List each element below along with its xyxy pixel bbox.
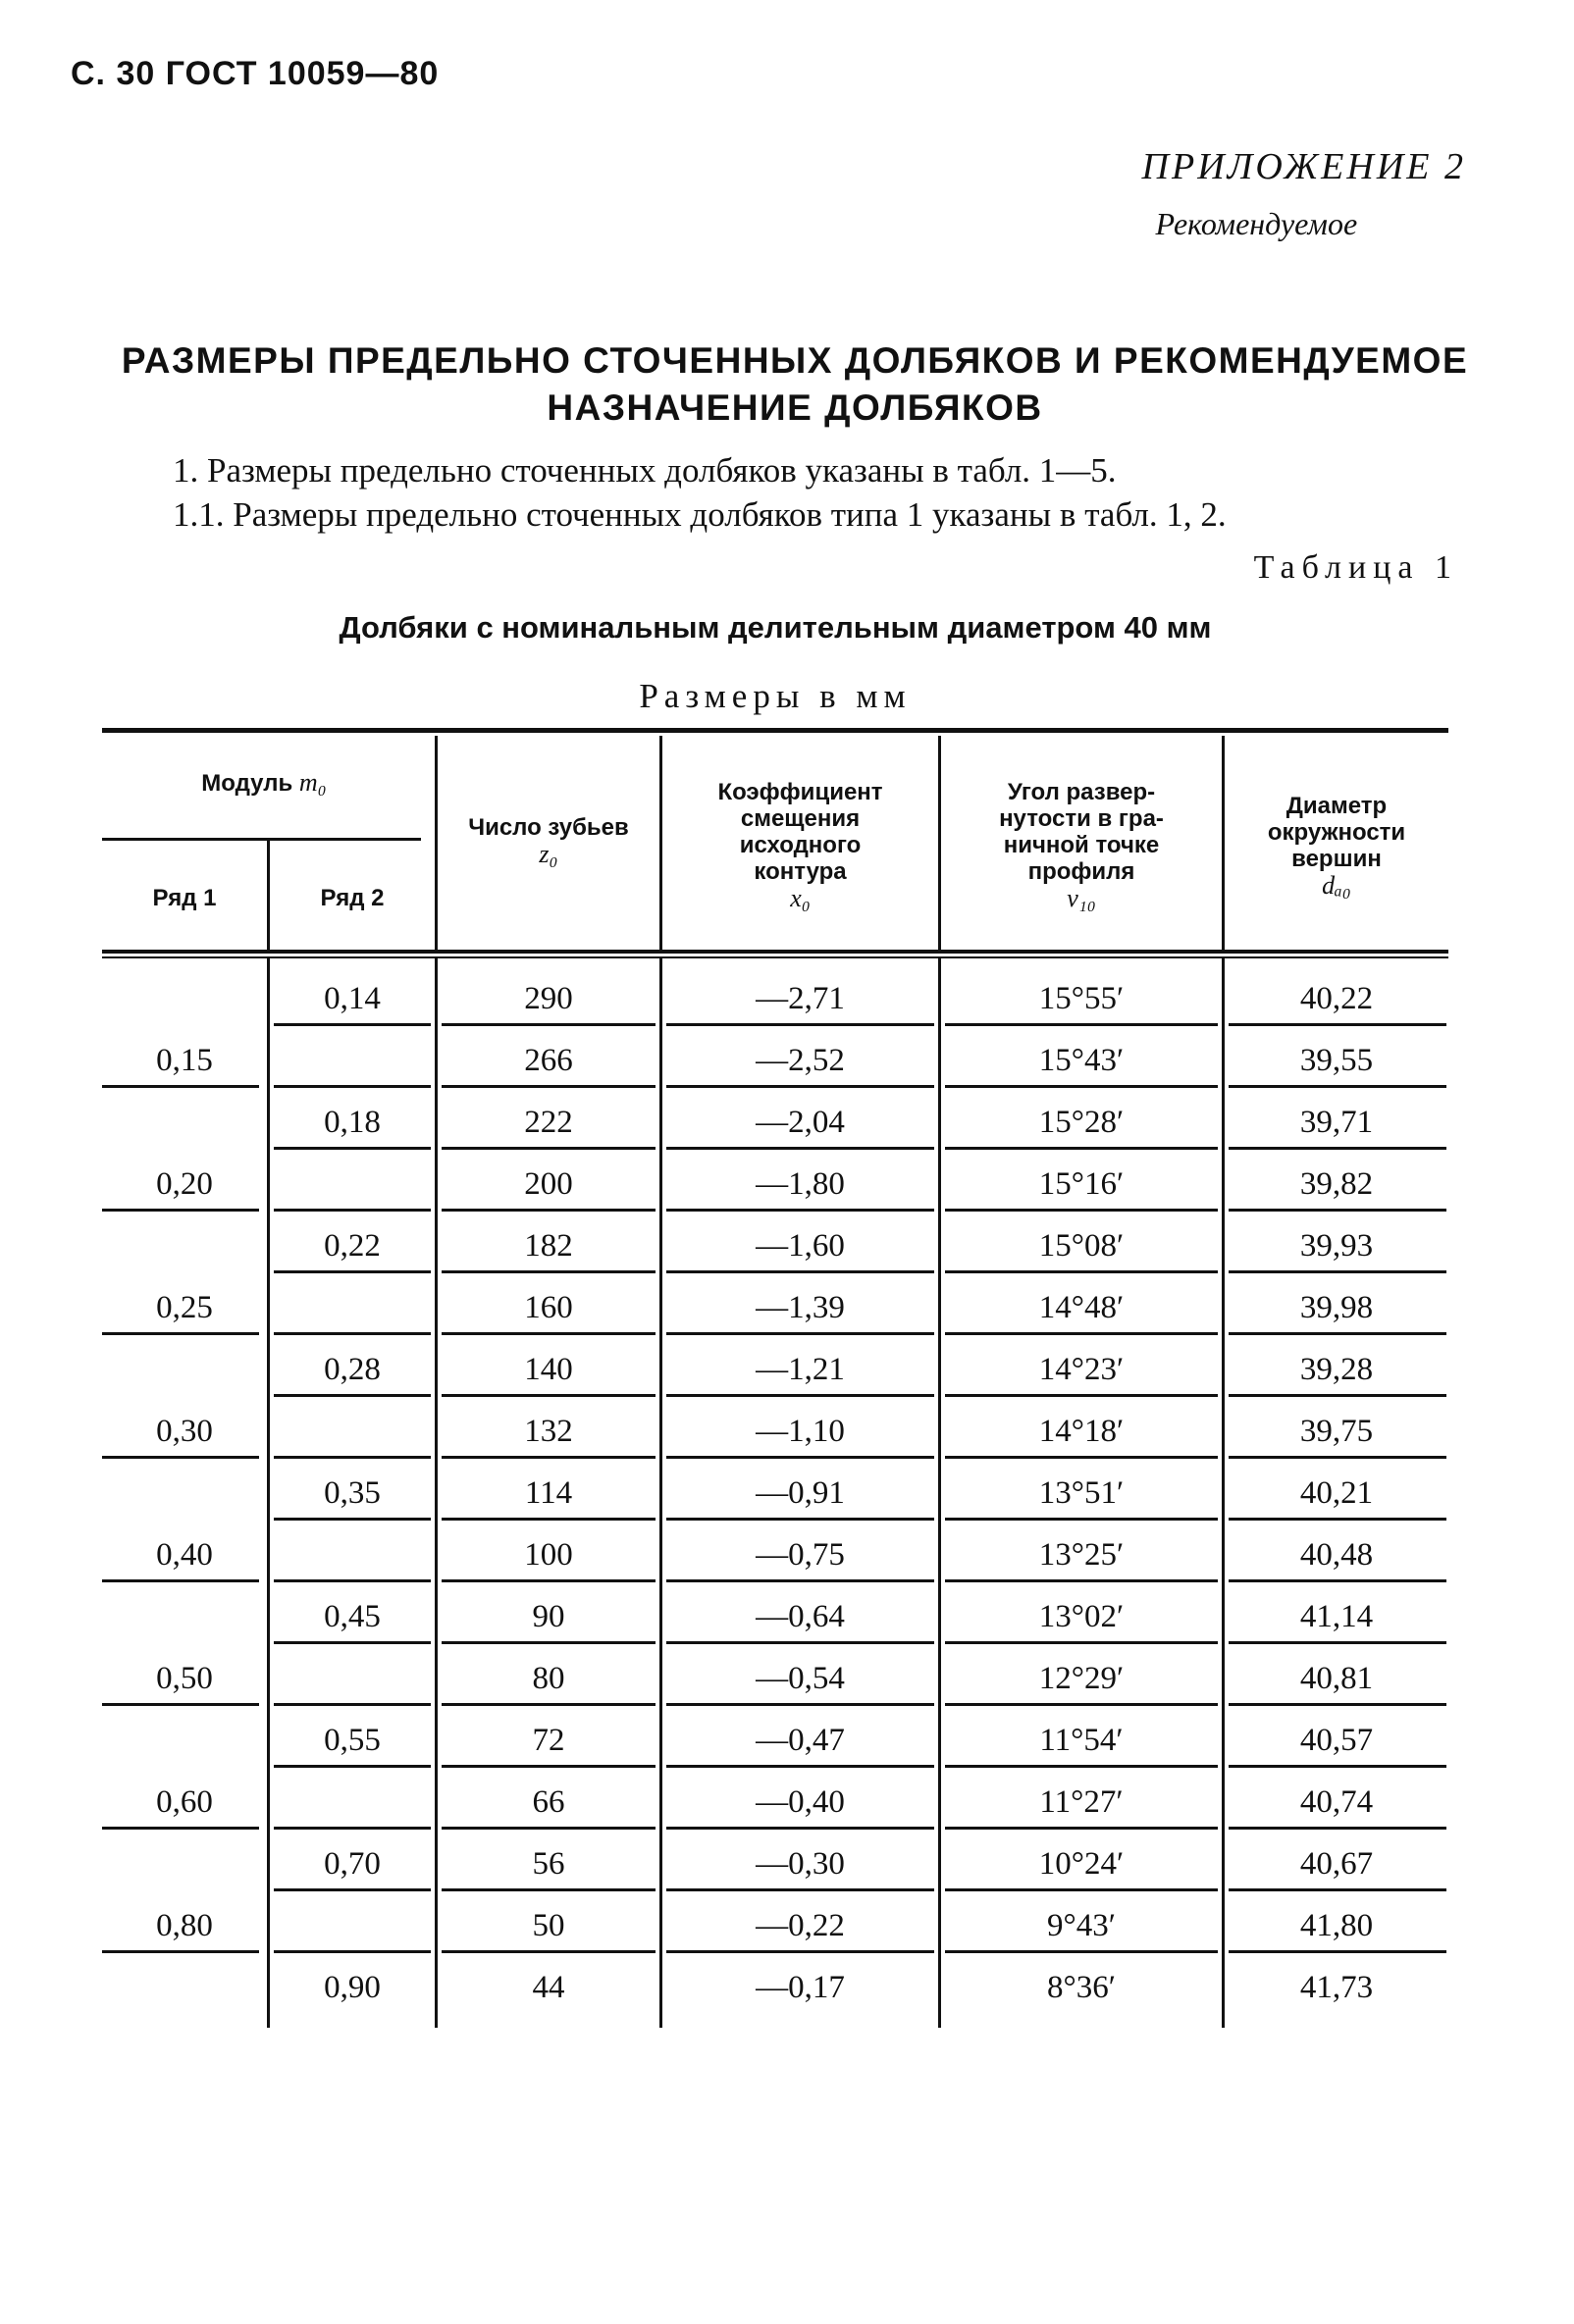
row-separator bbox=[102, 1579, 259, 1582]
header-angle bbox=[941, 779, 1222, 911]
cell-teeth: 132 bbox=[524, 1414, 573, 1449]
cell-row2: 0,22 bbox=[324, 1228, 381, 1264]
cell-coefficient: —0,91 bbox=[756, 1475, 845, 1511]
row-separator bbox=[945, 1456, 1218, 1459]
row-separator bbox=[945, 1950, 1218, 1953]
cell-coefficient: —0,40 bbox=[756, 1784, 845, 1820]
header-module-symbol: m₀ bbox=[298, 768, 327, 797]
row-separator bbox=[945, 1147, 1218, 1150]
cell-teeth: 90 bbox=[532, 1599, 565, 1634]
cell-diameter: 41,73 bbox=[1299, 1970, 1374, 2005]
row-separator bbox=[945, 1827, 1218, 1830]
row-separator bbox=[102, 1950, 259, 1953]
row-separator bbox=[274, 1023, 431, 1026]
row-separator bbox=[274, 1147, 431, 1150]
cell-teeth: 114 bbox=[524, 1475, 573, 1511]
row-separator bbox=[1229, 1641, 1446, 1644]
page-header: С. 30 ГОСТ 10059—80 bbox=[71, 55, 440, 92]
header-bottom-rule bbox=[102, 950, 1448, 954]
cell-teeth: 50 bbox=[532, 1908, 565, 1943]
cell-angle: 15°16′ bbox=[1038, 1166, 1125, 1202]
cell-angle: 15°43′ bbox=[1038, 1043, 1125, 1078]
cell-diameter: 39,71 bbox=[1299, 1105, 1374, 1140]
cell-row1 bbox=[102, 1844, 267, 1884]
cell-row2 bbox=[270, 1412, 435, 1451]
cell-angle: 15°08′ bbox=[1038, 1228, 1125, 1264]
row-separator bbox=[666, 1703, 934, 1706]
cell-row1 bbox=[102, 1226, 267, 1265]
row-separator bbox=[442, 1456, 656, 1459]
paragraph-1: 1. Размеры предельно сточенных долбяков указаны в табл. 1—5. bbox=[173, 451, 1117, 490]
row-separator bbox=[274, 1579, 431, 1582]
cell-row2 bbox=[270, 1288, 435, 1327]
cell-teeth: 290 bbox=[524, 981, 573, 1016]
row-separator bbox=[1229, 1456, 1446, 1459]
cell-teeth: 66 bbox=[532, 1784, 565, 1820]
row-separator bbox=[274, 1270, 431, 1273]
cell-row1 bbox=[102, 1597, 267, 1636]
appendix-number: ПРИЛОЖЕНИЕ 2 bbox=[1141, 146, 1466, 187]
row-separator bbox=[945, 1332, 1218, 1335]
row-separator bbox=[1229, 1023, 1446, 1026]
row-separator bbox=[442, 1888, 656, 1891]
row-separator bbox=[666, 1518, 934, 1521]
row-separator bbox=[274, 1332, 431, 1335]
cell-coefficient: —1,10 bbox=[756, 1414, 845, 1449]
appendix-kind: Рекомендуемое bbox=[1155, 206, 1358, 241]
row-separator bbox=[1229, 1950, 1446, 1953]
cell-angle: 14°18′ bbox=[1038, 1414, 1125, 1449]
row-separator bbox=[274, 1394, 431, 1397]
row-separator bbox=[1229, 1147, 1446, 1150]
cell-angle: 12°29′ bbox=[1038, 1661, 1125, 1696]
row-separator bbox=[666, 1085, 934, 1088]
row-separator bbox=[666, 1394, 934, 1397]
row-separator bbox=[945, 1085, 1218, 1088]
row-separator bbox=[666, 1147, 934, 1150]
cell-teeth: 222 bbox=[524, 1105, 573, 1140]
row-separator bbox=[274, 1950, 431, 1953]
table-top-rule bbox=[102, 728, 1448, 733]
cell-coefficient: —1,21 bbox=[756, 1352, 845, 1387]
cell-teeth: 182 bbox=[524, 1228, 573, 1264]
cell-teeth: 44 bbox=[532, 1970, 565, 2005]
row-separator bbox=[442, 1950, 656, 1953]
cell-row2: 0,18 bbox=[324, 1105, 381, 1140]
cell-teeth: 266 bbox=[524, 1043, 573, 1078]
header-angle-line-3: ничной точке bbox=[1003, 832, 1160, 858]
cell-diameter: 40,74 bbox=[1299, 1784, 1374, 1820]
cell-row1 bbox=[102, 1968, 267, 2007]
row-separator bbox=[945, 1518, 1218, 1521]
cell-row2: 0,28 bbox=[324, 1352, 381, 1387]
cell-diameter: 39,75 bbox=[1299, 1414, 1374, 1449]
cell-diameter: 39,55 bbox=[1299, 1043, 1374, 1078]
main-title bbox=[98, 337, 1492, 432]
row-separator bbox=[1229, 1394, 1446, 1397]
header-coef-line-3: исходного bbox=[739, 832, 862, 858]
row-separator bbox=[442, 1579, 656, 1582]
row-separator bbox=[945, 1765, 1218, 1768]
header-row-1: Ряд 1 bbox=[152, 885, 217, 911]
cell-row1 bbox=[102, 1103, 267, 1142]
row-separator bbox=[442, 1270, 656, 1273]
cell-teeth: 160 bbox=[524, 1290, 573, 1325]
cell-row1: 0,30 bbox=[156, 1414, 213, 1449]
row-separator bbox=[1229, 1579, 1446, 1582]
cell-diameter: 40,48 bbox=[1299, 1537, 1374, 1573]
row-separator bbox=[666, 1456, 934, 1459]
main-title-line-2: НАЗНАЧЕНИЕ ДОЛБЯКОВ bbox=[547, 387, 1043, 428]
cell-coefficient: —0,54 bbox=[756, 1661, 845, 1696]
cell-row2 bbox=[270, 1041, 435, 1080]
cell-diameter: 41,14 bbox=[1299, 1599, 1374, 1634]
cell-coefficient: —1,39 bbox=[756, 1290, 845, 1325]
cell-teeth: 200 bbox=[524, 1166, 573, 1202]
header-module-label: Модуль bbox=[201, 770, 293, 797]
cell-coefficient: —0,47 bbox=[756, 1723, 845, 1758]
header-diam-line-3: вершин bbox=[1291, 846, 1382, 872]
cell-row1 bbox=[102, 1350, 267, 1389]
cell-angle: 11°27′ bbox=[1039, 1784, 1124, 1820]
row-separator bbox=[945, 1209, 1218, 1212]
row-separator bbox=[945, 1641, 1218, 1644]
header-teeth bbox=[438, 814, 659, 867]
cell-row2 bbox=[270, 1782, 435, 1822]
cell-coefficient: —1,60 bbox=[756, 1228, 845, 1264]
cell-row2 bbox=[270, 1659, 435, 1698]
cell-row2: 0,90 bbox=[324, 1970, 381, 2005]
header-angle-symbol: ν₁₀ bbox=[1067, 884, 1096, 912]
cell-coefficient: —0,30 bbox=[756, 1846, 845, 1882]
cell-diameter: 40,57 bbox=[1299, 1723, 1374, 1758]
row-separator bbox=[945, 1270, 1218, 1273]
row-separator bbox=[945, 1579, 1218, 1582]
header-teeth-label: Число зубьев bbox=[468, 814, 629, 841]
row-separator bbox=[442, 1703, 656, 1706]
appendix-block bbox=[1142, 145, 1466, 242]
header-angle-line-2: нутости в гра- bbox=[999, 805, 1164, 832]
table-caption: Долбяки с номинальным делительным диаметром 40 мм bbox=[339, 610, 1212, 645]
row-separator bbox=[1229, 1518, 1446, 1521]
cell-row2 bbox=[270, 1535, 435, 1575]
row-separator bbox=[102, 1085, 259, 1088]
row-separator bbox=[666, 1888, 934, 1891]
row-separator bbox=[945, 1394, 1218, 1397]
cell-coefficient: —1,80 bbox=[756, 1166, 845, 1202]
row-separator bbox=[666, 1023, 934, 1026]
cell-coefficient: —0,75 bbox=[756, 1537, 845, 1573]
row-separator bbox=[1229, 1765, 1446, 1768]
cell-diameter: 40,67 bbox=[1299, 1846, 1374, 1882]
row-separator bbox=[274, 1888, 431, 1891]
row-separator bbox=[666, 1765, 934, 1768]
cell-coefficient: —0,22 bbox=[756, 1908, 845, 1943]
row-separator bbox=[274, 1765, 431, 1768]
row-separator bbox=[1229, 1888, 1446, 1891]
cell-diameter: 40,81 bbox=[1299, 1661, 1374, 1696]
row-separator bbox=[442, 1641, 656, 1644]
row-separator bbox=[442, 1518, 656, 1521]
cell-angle: 14°23′ bbox=[1038, 1352, 1125, 1387]
cell-row1: 0,25 bbox=[156, 1290, 213, 1325]
row-separator bbox=[666, 1579, 934, 1582]
header-coef-symbol: x₀ bbox=[790, 884, 811, 912]
row-separator bbox=[666, 1332, 934, 1335]
row-separator bbox=[945, 1888, 1218, 1891]
cell-row2 bbox=[270, 1164, 435, 1204]
row-separator bbox=[102, 1332, 259, 1335]
row-separator bbox=[442, 1209, 656, 1212]
cell-angle: 8°36′ bbox=[1047, 1970, 1116, 2005]
cell-diameter: 39,82 bbox=[1299, 1166, 1374, 1202]
cell-angle: 13°25′ bbox=[1038, 1537, 1125, 1573]
header-coefficient bbox=[662, 779, 938, 911]
row-separator bbox=[442, 1085, 656, 1088]
row-separator bbox=[274, 1456, 431, 1459]
header-coef-line-4: контура bbox=[754, 858, 847, 885]
cell-diameter: 40,21 bbox=[1299, 1475, 1374, 1511]
row-separator bbox=[102, 1827, 259, 1830]
row-separator bbox=[274, 1703, 431, 1706]
paragraph-2: 1.1. Размеры предельно сточенных долбяков типа 1 указаны в табл. 1, 2. bbox=[173, 495, 1227, 534]
cell-coefficient: —0,64 bbox=[756, 1599, 845, 1634]
cell-coefficient: —2,52 bbox=[756, 1043, 845, 1078]
row-separator bbox=[274, 1085, 431, 1088]
cell-row1: 0,40 bbox=[156, 1537, 213, 1573]
cell-angle: 13°51′ bbox=[1038, 1475, 1125, 1511]
cell-teeth: 56 bbox=[532, 1846, 565, 1882]
cell-row2: 0,55 bbox=[324, 1723, 381, 1758]
cell-angle: 14°48′ bbox=[1038, 1290, 1125, 1325]
row-separator bbox=[442, 1023, 656, 1026]
cell-coefficient: —2,71 bbox=[756, 981, 845, 1016]
cell-angle: 15°55′ bbox=[1038, 981, 1125, 1016]
row-separator bbox=[1229, 1270, 1446, 1273]
row-separator bbox=[274, 1518, 431, 1521]
row-separator bbox=[102, 1209, 259, 1212]
row-separator bbox=[102, 1703, 259, 1706]
cell-angle: 11°54′ bbox=[1039, 1723, 1124, 1758]
row-separator bbox=[1229, 1085, 1446, 1088]
header-diam-line-1: Диаметр bbox=[1285, 793, 1388, 819]
header-angle-line-4: профиля bbox=[1027, 858, 1135, 885]
row-separator bbox=[1229, 1703, 1446, 1706]
cell-row2 bbox=[270, 1906, 435, 1945]
row-separator bbox=[945, 1703, 1218, 1706]
header-coef-line-2: смещения bbox=[740, 805, 861, 832]
cell-diameter: 39,28 bbox=[1299, 1352, 1374, 1387]
row-separator bbox=[274, 1641, 431, 1644]
row-separator bbox=[1229, 1332, 1446, 1335]
row-separator bbox=[442, 1147, 656, 1150]
cell-row1: 0,60 bbox=[156, 1784, 213, 1820]
header-module bbox=[102, 769, 426, 797]
cell-row2: 0,14 bbox=[324, 981, 381, 1016]
cell-row1: 0,20 bbox=[156, 1166, 213, 1202]
cell-diameter: 40,22 bbox=[1299, 981, 1374, 1016]
row-separator bbox=[666, 1209, 934, 1212]
header-angle-line-1: Угол развер- bbox=[1007, 779, 1156, 805]
cell-row1 bbox=[102, 1721, 267, 1760]
header-teeth-symbol: z₀ bbox=[539, 840, 558, 868]
row-separator bbox=[666, 1827, 934, 1830]
row-separator bbox=[274, 1827, 431, 1830]
row-separator bbox=[442, 1394, 656, 1397]
row-separator bbox=[666, 1270, 934, 1273]
cell-row2: 0,70 bbox=[324, 1846, 381, 1882]
row-separator bbox=[102, 1456, 259, 1459]
row-separator bbox=[442, 1332, 656, 1335]
row-separator bbox=[945, 1023, 1218, 1026]
header-diam-line-2: окружности bbox=[1267, 819, 1406, 846]
cell-row1: 0,50 bbox=[156, 1661, 213, 1696]
cell-coefficient: —0,17 bbox=[756, 1970, 845, 2005]
cell-row2: 0,45 bbox=[324, 1599, 381, 1634]
cell-angle: 15°28′ bbox=[1038, 1105, 1125, 1140]
row-separator bbox=[442, 1765, 656, 1768]
cell-teeth: 80 bbox=[532, 1661, 565, 1696]
table-label: Таблица 1 bbox=[1253, 549, 1458, 586]
cell-row1: 0,15 bbox=[156, 1043, 213, 1078]
row-separator bbox=[1229, 1209, 1446, 1212]
header-bottom-rule-2 bbox=[102, 956, 1448, 958]
cell-diameter: 39,98 bbox=[1299, 1290, 1374, 1325]
main-title-line-1: РАЗМЕРЫ ПРЕДЕЛЬНО СТОЧЕННЫХ ДОЛБЯКОВ И РЕКОМЕНДУЕМОЕ bbox=[121, 340, 1469, 381]
cell-diameter: 39,93 bbox=[1299, 1228, 1374, 1264]
cell-row1 bbox=[102, 979, 267, 1018]
cell-row1 bbox=[102, 1473, 267, 1513]
data-table bbox=[102, 728, 1448, 2042]
header-module-underline bbox=[102, 838, 421, 841]
units-note: Размеры в мм bbox=[639, 677, 912, 715]
cell-angle: 9°43′ bbox=[1047, 1908, 1116, 1943]
cell-teeth: 100 bbox=[524, 1537, 573, 1573]
row-separator bbox=[666, 1950, 934, 1953]
cell-row2: 0,35 bbox=[324, 1475, 381, 1511]
header-row-2: Ряд 2 bbox=[320, 885, 385, 911]
row-separator bbox=[666, 1641, 934, 1644]
header-diam-symbol: dₐ₀ bbox=[1322, 871, 1351, 900]
header-diameter bbox=[1225, 793, 1448, 899]
cell-angle: 10°24′ bbox=[1038, 1846, 1125, 1882]
header-coef-line-1: Коэффициент bbox=[717, 779, 883, 805]
cell-row1: 0,80 bbox=[156, 1908, 213, 1943]
cell-diameter: 41,80 bbox=[1299, 1908, 1374, 1943]
cell-angle: 13°02′ bbox=[1038, 1599, 1125, 1634]
row-separator bbox=[1229, 1827, 1446, 1830]
row-separator bbox=[274, 1209, 431, 1212]
cell-teeth: 140 bbox=[524, 1352, 573, 1387]
cell-teeth: 72 bbox=[532, 1723, 565, 1758]
row-separator bbox=[442, 1827, 656, 1830]
cell-coefficient: —2,04 bbox=[756, 1105, 845, 1140]
